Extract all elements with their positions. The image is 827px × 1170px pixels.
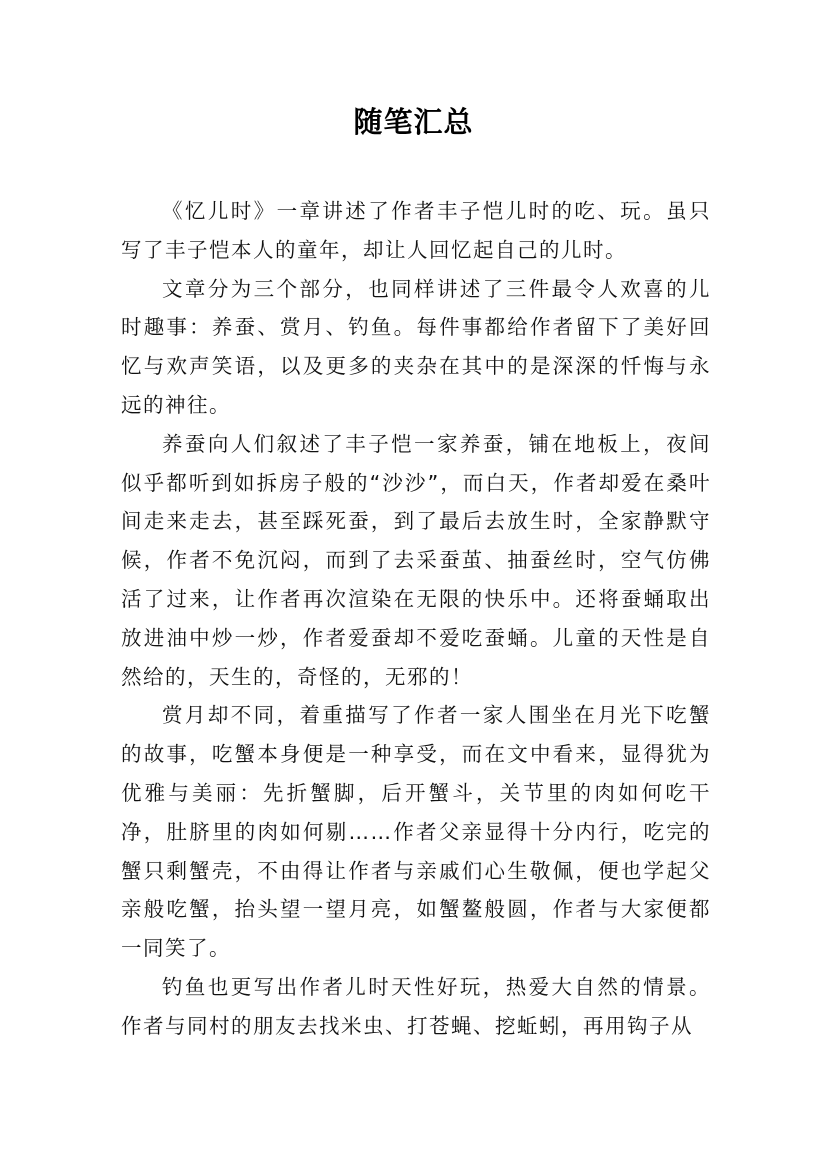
paragraph-2: 文章分为三个部分，也同样讲述了三件最令人欢喜的儿时趣事：养蚕、赏月、钓鱼。每件事都给作者留下了美好回忆与欢声笑语，以及更多的夹杂在其中的是深深的忏悔与永远的神往。 [121, 276, 711, 417]
paragraph-4: 赏月却不同，着重描写了作者一家人围坐在月光下吃蟹的故事，吃蟹本身便是一种享受，而在文中看来，显得犹为优雅与美丽：先折蟹脚，后开蟹斗，关节里的肉如何吃干净，肚脐里的肉如何剔……作者父亲显得十分内行，吃完的蟹只剩蟹壳，不由得让作者与亲戚们心生敬佩，便也学起父亲般吃蟹，抬头望一望月亮，如蟹鳌般圆，作者与大家便都一同笑了。 [121, 703, 711, 961]
paragraph-3: 养蚕向人们叙述了丰子恺一家养蚕，铺在地板上，夜间似乎都听到如拆房子般的“沙沙”，而白天，作者却爱在桑叶间走来走去，甚至踩死蚕，到了最后去放生时，全家静默守候，作者不免沉闷，而到了去采蚕茧、抽蚕丝时，空气仿佛活了过来，让作者再次渲染在无限的快乐中。还将蚕蛹取出放进油中炒一炒，作者爱蚕却不爱吃蚕蛹。儿童的天性是自然给的，天生的，奇怪的，无邪的！ [121, 431, 711, 689]
paragraph-5: 钓鱼也更写出作者儿时天性好玩，热爱大自然的情景。作者与同村的朋友去找米虫、打苍蝇、挖蚯蚓，再用钩子从 [121, 974, 711, 1038]
document-title: 随笔汇总 [353, 105, 474, 139]
paragraph-1: 《忆儿时》一章讲述了作者丰子恺儿时的吃、玩。虽只写了丰子恺本人的童年，却让人回忆起自己的儿时。 [121, 199, 711, 262]
document-body [121, 192, 711, 1046]
